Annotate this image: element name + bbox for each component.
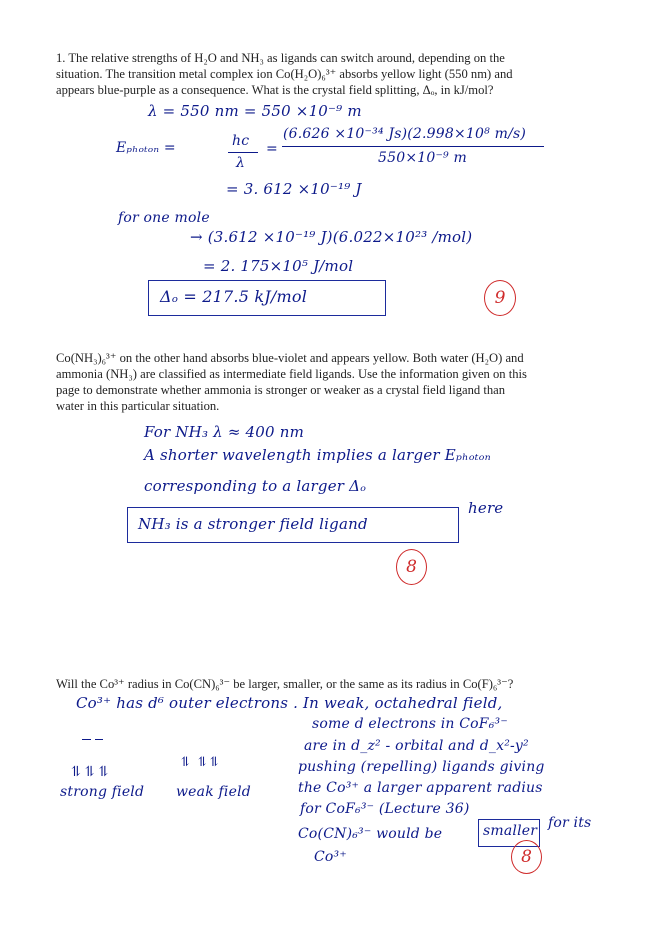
answer-1-ephoton-label: Eₚₕₒₜₒₙ = (116, 140, 176, 156)
answer-2-line-2: A shorter wavelength implies a larger Eₚₕₒₜₒₙ (144, 446, 491, 464)
answer-3-line-7-end: for its (548, 815, 592, 831)
answer-3-line-7-start: Co(CN)₆³⁻ would be (298, 826, 443, 842)
answer-1-over-lambda: λ (236, 155, 246, 171)
answer-3-line-8: Co³⁺ (314, 849, 347, 865)
strong-field-electron-marks: ⥮⥮⥮ (70, 764, 112, 780)
answer-3-boxed-text: smaller (483, 823, 538, 839)
answer-1-hc-fraction-line (228, 152, 258, 153)
answer-2-line-3: corresponding to a larger Δₒ (144, 477, 367, 495)
answer-1-main-fraction-line (282, 146, 544, 147)
question-2-line-1: Co(NH₃)₆³⁺ on the other hand absorbs blue-violet and appears yellow. Both water (H₂O) and (56, 351, 524, 365)
question-1-line-2: situation. The transition metal complex ion Co(H₂O)₆³⁺ absorbs yellow light (550 nm) and (56, 67, 513, 81)
answer-1-hc: hc (232, 133, 250, 149)
score-circle-1: 9 (484, 280, 516, 316)
answer-3-line-4: pushing (repelling) ligands giving (298, 759, 545, 775)
answer-3-line-3: are in d_z² - orbital and d_x²-y² (304, 738, 529, 754)
answer-1-equals: = (266, 141, 278, 157)
weak-field-electron-marks: ⥮ ⥮⥮ (180, 755, 221, 770)
answer-1-numerator: (6.626 ×10⁻³⁴ Js)(2.998×10⁸ m/s) (283, 126, 527, 142)
strong-field-label: strong field (60, 784, 145, 800)
answer-1-boxed-text: Δₒ = 217.5 kJ/mol (160, 287, 308, 306)
answer-3-line-6: for CoF₆³⁻ (Lecture 36) (300, 801, 470, 817)
score-circle-2: 8 (396, 549, 427, 585)
question-1 (56, 50, 616, 98)
score-circle-3: 8 (511, 840, 542, 874)
answer-2-boxed-text: NH₃ is a stronger field ligand (138, 515, 368, 533)
answer-1-result: = 3. 612 ×10⁻¹⁹ J (226, 180, 362, 198)
question-3 (56, 676, 626, 692)
answer-3-line-5: the Co³⁺ a larger apparent radius (298, 780, 543, 796)
question-2 (56, 350, 626, 414)
answer-1-denominator: 550×10⁻⁹ m (378, 150, 467, 166)
orbital-dash-2 (95, 739, 103, 740)
question-1-line-1: 1. The relative strengths of H₂O and NH₃ as ligands can switch around, depending on the (56, 51, 505, 65)
answer-3-line-2: some d electrons in CoF₆³⁻ (312, 716, 508, 732)
question-2-line-2: ammonia (NH₃) are classified as intermediate field ligands. Use the information given on this (56, 367, 527, 381)
answer-3-line-1: Co³⁺ has d⁶ outer electrons . In weak, octahedral field, (76, 694, 503, 712)
orbital-dash-1 (82, 739, 91, 740)
answer-1-per-mole: = 2. 175×10⁵ J/mol (203, 257, 354, 275)
question-1-line-3: appears blue-purple as a consequence. What is the crystal field splitting, Δₒ, in kJ/mol? (56, 83, 494, 97)
question-3-line-1: Will the Co³⁺ radius in Co(CN)₆³⁻ be larger, smaller, or the same as its radius in Co(F)₆³⁻? (56, 677, 514, 691)
weak-field-label: weak field (176, 784, 251, 800)
answer-2-here: here (468, 499, 504, 517)
answer-1-lambda: λ = 550 nm = 550 ×10⁻⁹ m (148, 102, 362, 120)
question-2-line-3: page to demonstrate whether ammonia is stronger or weaker as a crystal field ligand than (56, 383, 506, 397)
answer-1-for-one-mole: for one mole (118, 210, 210, 226)
answer-1-mole-calculation: → (3.612 ×10⁻¹⁹ J)(6.022×10²³ /mol) (190, 228, 473, 246)
question-2-line-4: water in this particular situation. (56, 399, 220, 413)
answer-2-line-1: For NH₃ λ ≈ 400 nm (144, 423, 305, 441)
